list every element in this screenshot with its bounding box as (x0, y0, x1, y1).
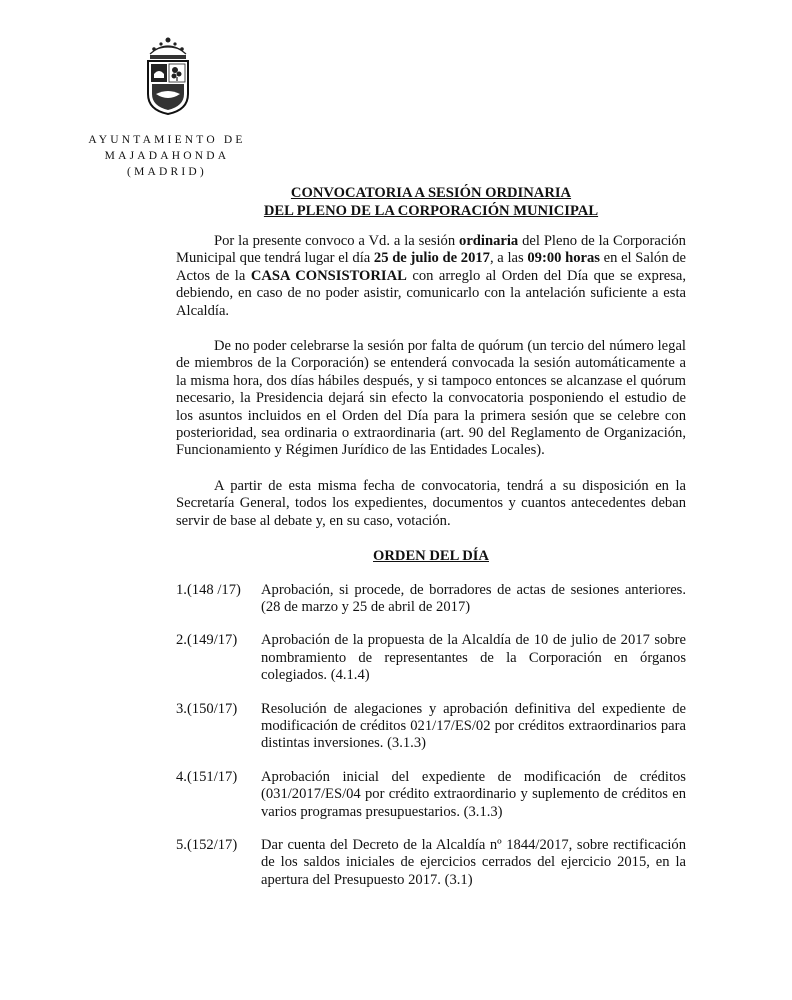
agenda-item-number: 4.(151/17) (176, 768, 238, 785)
agenda-item (176, 837, 686, 889)
paragraph-convocation: Por la presente convoco a Vd. a la sesión ordinaria del Pleno de la Corporación Municipal que tendrá lugar el día 25 de julio de 2017, a las 09:00 horas en el Salón de Actos de la CASA CONSISTORIAL con arreglo al Orden del Día que se expresa, debiendo, en caso de no poder asistir, comunicarlo con la antelación suficiente a esta Alcaldía. (176, 233, 686, 319)
institution-line-1: AYUNTAMIENTO DE (88, 134, 246, 146)
session-venue: CASA CONSISTORIAL (250, 267, 407, 284)
coat-of-arms-logo (140, 36, 196, 116)
session-type: ordinaria (459, 233, 519, 249)
document-body (176, 233, 686, 905)
agenda-item-text: Aprobación inicial del expediente de modificación de créditos (031/2017/ES/04 por crédito extraordinario y suplemento de créditos en varios programas presupuestarios. (3.1.3) (261, 768, 686, 820)
title-line-2: DEL PLENO DE LA CORPORACIÓN MUNICIPAL (263, 203, 599, 219)
agenda-item-text: Aprobación, si procede, de borradores de actas de sesiones anteriores. (28 de marzo y 25 de abril de 2017) (261, 581, 686, 615)
agenda-item-number: 3.(150/17) (176, 700, 238, 717)
agenda-item (176, 701, 686, 753)
agenda-item-text: Resolución de alegaciones y aprobación definitiva del expediente de modificación de créditos 021/17/ES/02 por créditos extraordinarios para distintas inversiones. (3.1.3) (261, 700, 686, 752)
agenda-heading: ORDEN DEL DÍA (373, 548, 489, 565)
agenda-item-text: Aprobación de la propuesta de la Alcaldía de 10 de julio de 2017 sobre nombramiento de representantes de la Corporación en órganos colegiados. (4.1.4) (261, 632, 686, 684)
session-time: 09:00 horas (527, 250, 600, 267)
agenda-item-number: 2.(149/17) (176, 632, 238, 649)
institution-line-2: MAJADAHONDA (104, 150, 230, 162)
agenda-item-number: 1.(148 /17) (176, 581, 241, 598)
agenda-item (176, 582, 686, 617)
paragraph-quorum: De no poder celebrarse la sesión por falta de quórum (un tercio del número legal de miembros de la Corporación) se entenderá convocada la sesión automáticamente a la misma hora, dos días hábiles después, y si tampoco entonces se alcanzase el quórum necesario, la Presidencia dejará sin efecto la convocatoria posponiendo el estudio de los asuntos incluidos en el Orden del Día para la primera sesión que se celebre con posterioridad, sea ordinaria o extraordinaria (art. 90 del Reglamento de Organización, Funcionamiento y Régimen Jurídico de las Entidades Locales). (176, 338, 686, 459)
agenda-item (176, 632, 686, 684)
title-line-1: CONVOCATORIA A SESIÓN ORDINARIA (290, 185, 572, 201)
agenda-item-number: 5.(152/17) (176, 836, 238, 853)
session-date: 25 de julio de 2017 (373, 250, 490, 267)
paragraph-documents: A partir de esta misma fecha de convocatoria, tendrá a su disposición en la Secretaría General, todos los expedientes, documentos y cuantos antecedentes deban servir de base al debate y, en su caso, votación. (176, 477, 686, 529)
agenda-item-text: Dar cuenta del Decreto de la Alcaldía nº 1844/2017, sobre rectificación de los saldos iniciales de ejercicios cerrados del ejercicio 2015, en la apertura del Presupuesto 2017. (3.1) (261, 836, 686, 888)
institution-name (78, 132, 256, 180)
document-title (176, 184, 686, 220)
institution-line-3: (MADRID) (127, 166, 207, 178)
agenda-item (176, 769, 686, 821)
